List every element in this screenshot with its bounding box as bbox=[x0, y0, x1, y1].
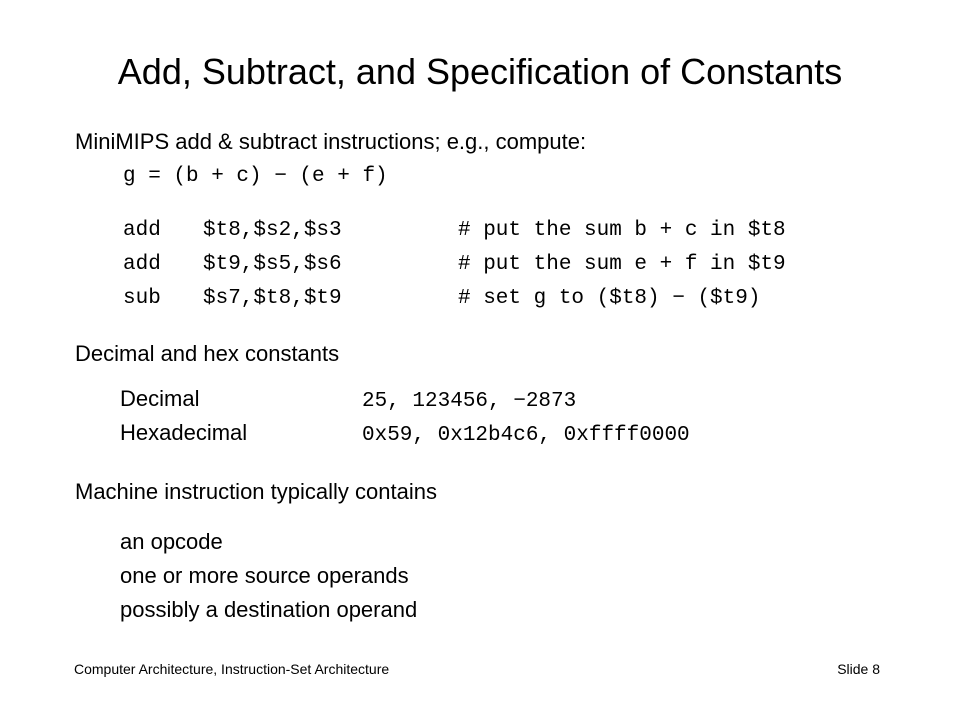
code-line bbox=[123, 250, 786, 284]
constant-row bbox=[120, 420, 690, 454]
constant-label: Hexadecimal bbox=[120, 420, 248, 445]
code-opcode: add bbox=[123, 253, 161, 276]
intro-text: MiniMIPS add & subtract instructions; e.g., compute: bbox=[75, 129, 587, 154]
code-operands: $s7,$t8,$t9 bbox=[203, 287, 342, 310]
code-block bbox=[123, 216, 786, 318]
constant-values: 25, 123456, −2873 bbox=[362, 390, 577, 413]
code-opcode: add bbox=[123, 219, 161, 242]
footer-course-title: Computer Architecture, Instruction-Set Architecture bbox=[74, 661, 390, 677]
machine-list bbox=[120, 528, 417, 630]
constants-heading: Decimal and hex constants bbox=[75, 341, 340, 366]
code-comment: # put the sum e + f in $t9 bbox=[458, 253, 786, 276]
list-item: possibly a destination operand bbox=[120, 597, 418, 622]
slide-title: Add, Subtract, and Specification of Constants bbox=[117, 51, 843, 92]
constant-label: Decimal bbox=[120, 386, 200, 411]
code-comment: # put the sum b + c in $t8 bbox=[458, 219, 786, 242]
constant-values: 0x59, 0x12b4c6, 0xffff0000 bbox=[362, 424, 690, 447]
code-operands: $t8,$s2,$s3 bbox=[203, 219, 342, 242]
code-opcode: sub bbox=[123, 287, 161, 310]
code-line bbox=[123, 216, 786, 250]
code-line bbox=[123, 284, 786, 318]
list-item: one or more source operands bbox=[120, 563, 409, 588]
slide-number: Slide 8 bbox=[837, 661, 880, 677]
list-item: an opcode bbox=[120, 529, 223, 554]
machine-heading: Machine instruction typically contains bbox=[75, 479, 437, 504]
constant-row bbox=[120, 386, 690, 420]
constants-table bbox=[120, 386, 690, 454]
code-operands: $t9,$s5,$s6 bbox=[203, 253, 342, 276]
example-expression: g = (b + c) − (e + f) bbox=[123, 165, 388, 188]
code-comment: # set g to ($t8) − ($t9) bbox=[458, 287, 761, 310]
